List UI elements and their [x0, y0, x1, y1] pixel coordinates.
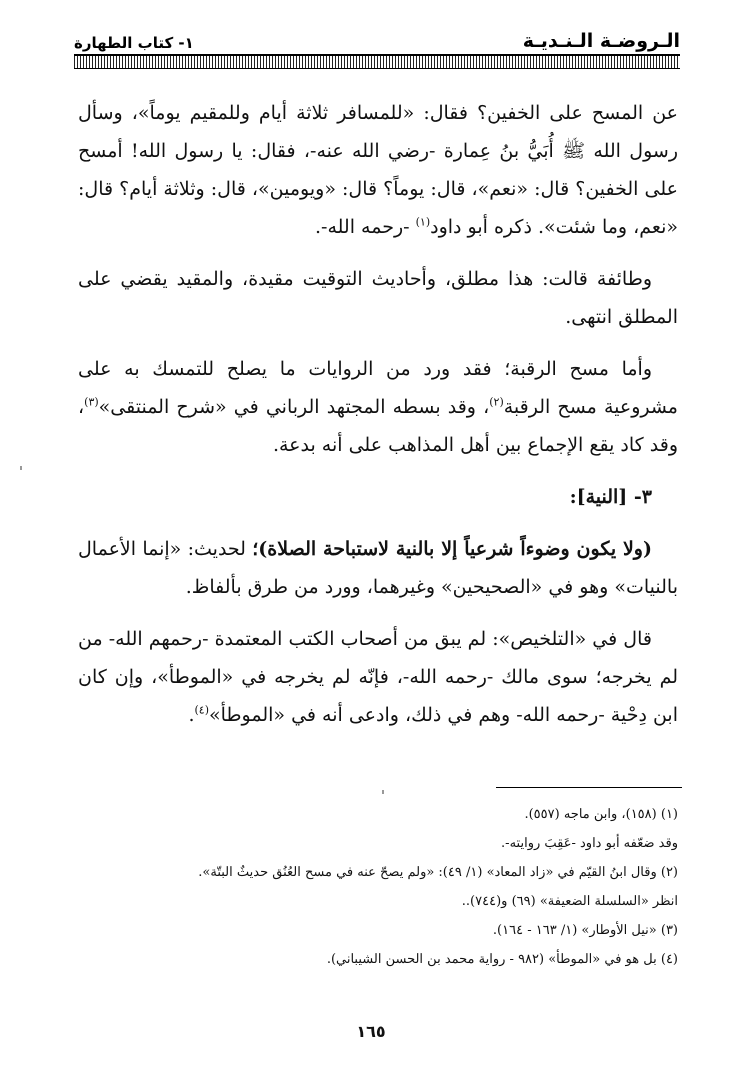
- book-title: الـروضـة الـنـديـة: [522, 30, 680, 52]
- main-text: [78, 94, 678, 748]
- footnote-line: (١) (١٥٨)، وابن ماجه (٥٥٧).: [524, 807, 678, 822]
- chapter-title: ١- كتاب الطهارة: [74, 34, 194, 52]
- footnote-line: (٣) «نيل الأوطار» (١/ ١٦٣ - ١٦٤).: [492, 923, 678, 938]
- footnote-line: (٢) وقال ابنُ القيّم في «زاد المعاد» (١/ ٤٩): «ولم يصحّ عنه في مسح العُنُق حديثٌ البتّة».: [198, 865, 678, 880]
- footnotes: [80, 800, 678, 974]
- paragraph-2: وطائفة قالت: هذا مطلق، وأحاديث التوقيت مقيدة، والمقيد يقضي على المطلق انتهى.: [78, 268, 678, 328]
- paragraph-3: وأما مسح الرقبة؛ فقد ورد من الروايات ما يصلح للتمسك به على مشروعية مسح الرقبة$^{(٢)}$، وقد بسطه المجتهد الرباني في «شرح المنتقى»$^{(٣)}$، وقد كاد يقع الإجماع بين أهل المذاهب على أنه بدعة.: [78, 358, 678, 456]
- footnote-line: وقد ضعّفه أبو داود -عَقِبَ روايته-.: [501, 836, 678, 851]
- page-number: ١٦٥: [356, 1022, 386, 1041]
- section-heading: ٣- [النية]:: [569, 486, 652, 508]
- footnote-line: انظر «السلسلة الضعيفة» (٦٩) و(٧٤٤)..: [461, 894, 678, 909]
- paragraph-1: عن المسح على الخفين؟ فقال: «للمسافر ثلاثة أيام وللمقيم يوماً»، وسأل رسول الله ﷺ أُبَيُّ بنُ عِمارة -رضي الله عنه-، فقال: يا رسول الله! أمسح على الخفين؟ قال: «نعم»، قال: يوماً؟ قال: «ويومين»، قال: وثلاثة أيام؟ قال: «نعم، وما شئت». ذكره أبو داود$^{(١)}$ -رحمه الله-.: [78, 102, 678, 238]
- footnote-ref-2: (٢): [489, 395, 504, 409]
- scan-speck: [20, 466, 22, 470]
- footnote-ref-1: (١): [415, 215, 431, 229]
- footnote-separator: [496, 787, 682, 788]
- scan-speck: [382, 790, 384, 794]
- header-rule: [74, 54, 680, 69]
- footnote-ref-4: (٤): [194, 703, 210, 717]
- footnote-ref-3: (٣): [84, 395, 99, 409]
- paragraph-5: قال في «التلخيص»: لم يبق من أصحاب الكتب المعتمدة -رحمهم الله- من لم يخرجه؛ سوى مالك -رحمه الله-، فإنّه لم يخرجه في «الموطأ»، وإن كان ابن دِحْية -رحمه الله- وهم في ذلك، وادعى أنه في «الموطأ»$^{(٤)}$.: [78, 628, 678, 726]
- footnote-line: (٤) بل هو في «الموطأ» (٩٨٢ - رواية محمد بن الحسن الشيباني).: [326, 952, 678, 967]
- running-header: [74, 28, 680, 52]
- paragraph-4: (ولا يكون وضوءاً شرعياً إلا بالنية لاستباحة الصلاة)؛ لحديث: «إنما الأعمال بالنيات» وهو في «الصحيحين» وغيرهما، وورد من طرق بألفاظ.: [78, 538, 678, 598]
